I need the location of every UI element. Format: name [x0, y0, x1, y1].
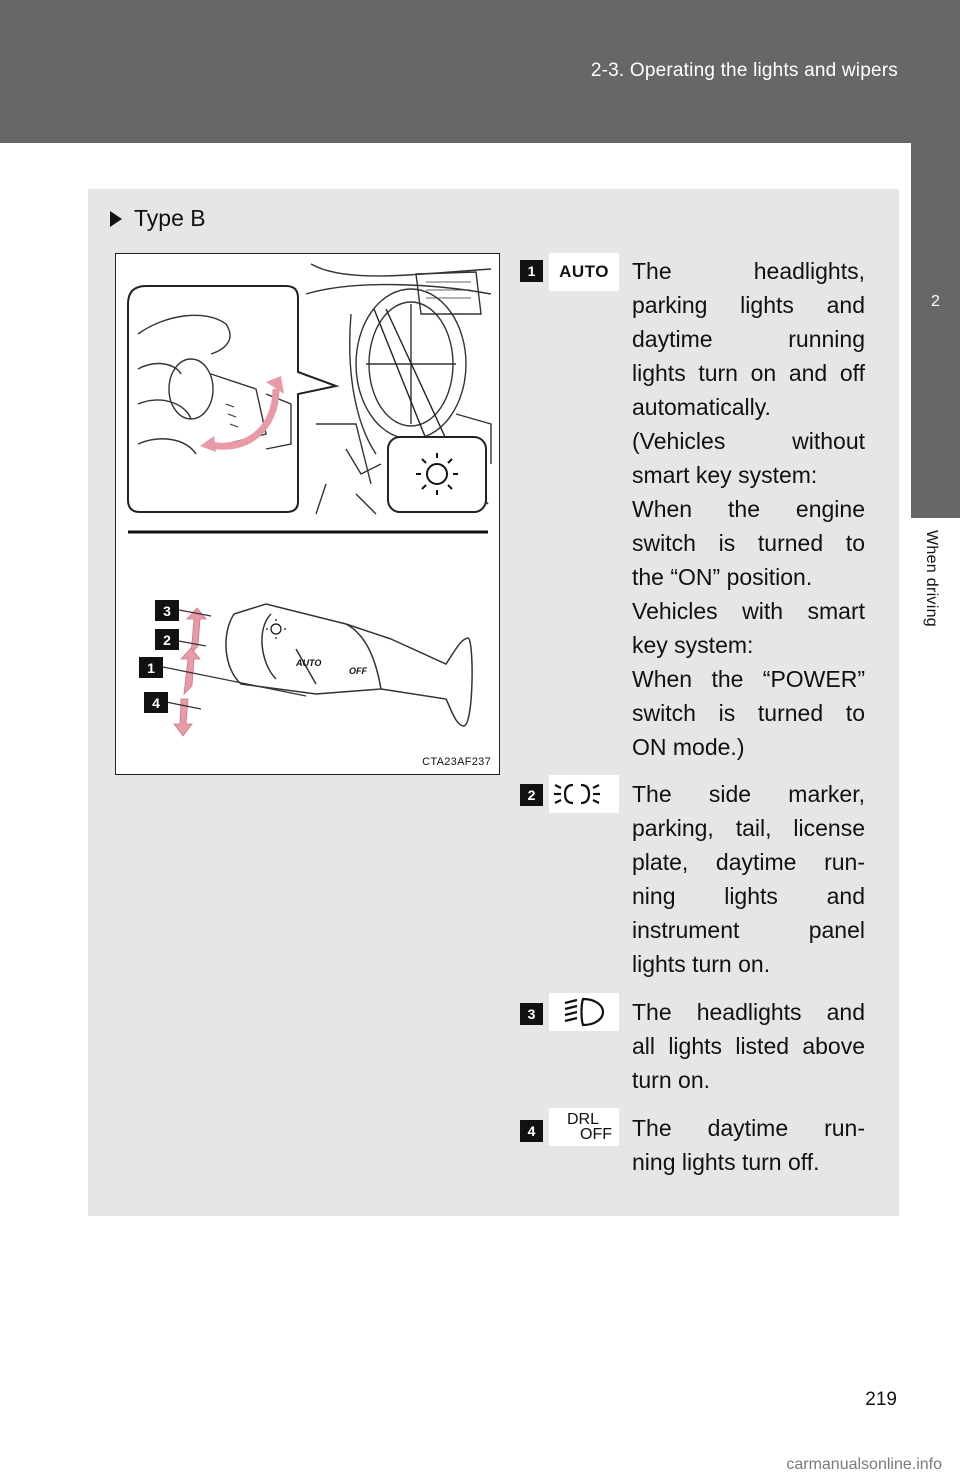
desc-line: Vehicles with smart — [632, 598, 865, 624]
off-symbol-text: OFF — [580, 1126, 612, 1143]
auto-symbol-text: AUTO — [559, 262, 609, 281]
desc-line: The headlights and — [632, 999, 865, 1025]
desc-line: lights turn on and off — [632, 360, 865, 386]
item-1-description — [632, 254, 865, 764]
desc-line: ning lights turn off. — [632, 1149, 820, 1175]
desc-line: smart key system: — [632, 462, 818, 488]
desc-line: lights turn on. — [632, 951, 771, 977]
desc-line: the “ON” position. — [632, 564, 813, 590]
item-2-badge: 2 — [520, 784, 543, 806]
desc-line: The headlights, — [632, 258, 865, 284]
figure-badge-4-text: 4 — [152, 695, 160, 711]
page-header — [0, 0, 960, 143]
chapter-tab — [911, 143, 960, 518]
watermark: carmanualsonline.info — [786, 1456, 942, 1473]
desc-line: switch is turned to — [632, 700, 865, 726]
item-4-badge: 4 — [520, 1120, 543, 1142]
figure-code: CTA23AF237 — [422, 756, 491, 768]
chapter-number: 2 — [931, 293, 940, 310]
stalk-sun-icon — [266, 619, 286, 639]
figure-badge-1-text: 1 — [147, 660, 155, 676]
item-3-badge: 3 — [520, 1003, 543, 1025]
figure-badge-3 — [155, 600, 179, 621]
desc-line: When the “POWER” — [632, 666, 865, 692]
headlight-switch-illustration — [115, 253, 500, 775]
stalk-off-label: OFF — [349, 666, 367, 676]
desc-line: automatically. — [632, 394, 771, 420]
headlight-symbol — [549, 993, 619, 1031]
desc-line: parking, tail, license — [632, 815, 865, 841]
drl-off-symbol — [549, 1108, 619, 1146]
headlight-icon — [551, 994, 617, 1030]
parking-lights-icon — [551, 777, 617, 811]
desc-line: When the engine — [632, 496, 865, 522]
parking-lights-symbol — [549, 775, 619, 813]
item-1-badge: 1 — [520, 260, 543, 282]
chapter-label: When driving — [923, 530, 940, 627]
item-3-description — [632, 995, 865, 1097]
desc-line: ON mode.) — [632, 734, 745, 760]
auto-symbol — [549, 253, 619, 291]
section-heading — [108, 205, 206, 232]
desc-line: daytime running — [632, 326, 865, 352]
page-number: 219 — [865, 1389, 897, 1410]
desc-line: instrument panel — [632, 917, 865, 943]
desc-line: plate, daytime run- — [632, 849, 865, 875]
desc-line: parking lights and — [632, 292, 865, 318]
figure-badge-2-text: 2 — [163, 632, 171, 648]
triangle-bullet-icon — [110, 211, 122, 227]
figure-badge-3-text: 3 — [163, 603, 171, 619]
stalk-auto-label: AUTO — [296, 658, 322, 668]
desc-line: all lights listed above — [632, 1033, 865, 1059]
figure-badge-2 — [155, 629, 179, 650]
item-4-description — [632, 1111, 865, 1179]
drl-symbol-text: DRL — [567, 1111, 600, 1128]
desc-line: The daytime run- — [632, 1115, 865, 1141]
desc-line: switch is turned to — [632, 530, 865, 556]
header-title: 2-3. Operating the lights and wipers — [590, 60, 898, 81]
figure-badge-1 — [139, 657, 163, 678]
section-heading-text: Type B — [134, 205, 206, 231]
figure-badge-4 — [144, 692, 168, 713]
desc-line: ning lights and — [632, 883, 865, 909]
desc-line: The side marker, — [632, 781, 865, 807]
desc-line: turn on. — [632, 1067, 710, 1093]
illustration-drawing — [116, 254, 498, 773]
item-2-description — [632, 777, 865, 981]
desc-line: key system: — [632, 632, 754, 658]
desc-line: (Vehicles without — [632, 428, 865, 454]
